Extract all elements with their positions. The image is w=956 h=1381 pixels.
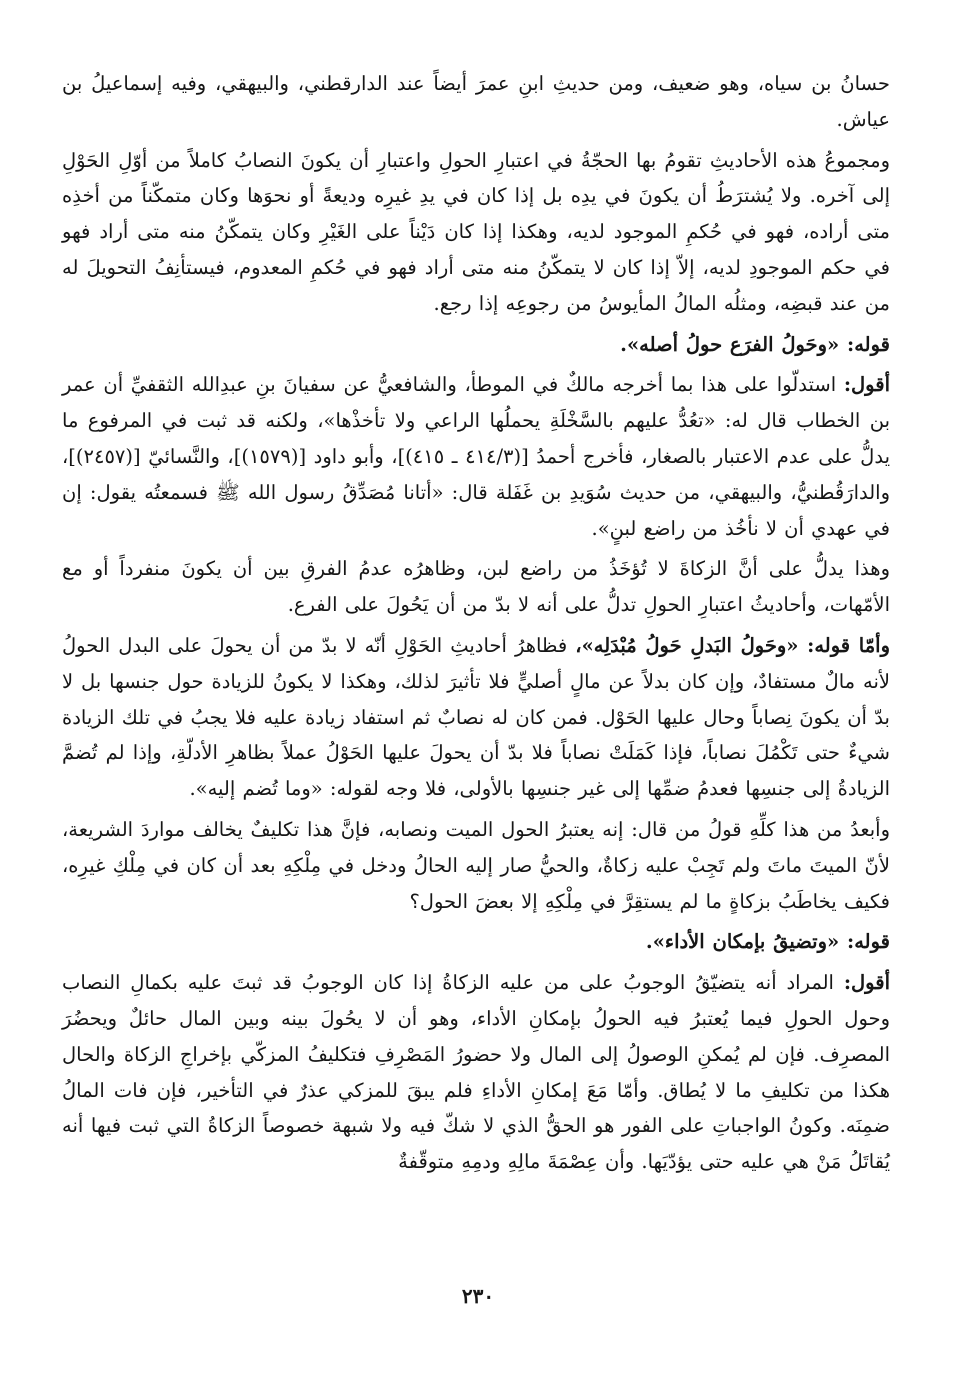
paragraph-aqul-far (62, 367, 890, 546)
paragraph-body: فظاهرُ أحاديثِ الحَوْلِ أنّه لا بدّ من أن يحولَ على البدل الحولُ لأنه مالٌ مستفادٌ، وإن كان بدلاً عن مالٍ أصليٍّ فلا تأثيرَ لذلك، وهكذا لا يكونُ للزيادة حول جنسها بل لا بدّ أن يكونَ نِصاباً وحال عليها الحَوْل. فمن كان له نصابٌ ثم استفاد زيادة عليه فلا يجبُ في تلك الزيادة شيءٌ حتى تَكْمُلَ نصاباً، فإذا كَمَلَتْ نصاباً فلا بدّ أن يحولَ عليها الحَوْلُ عملاً بظاهرِ الأدلّةِ، وإذا لم تُضمَّ الزيادةُ إلى جنسِها فعدمُ ضمِّها إلى غير جنسِها بالأولى، فلا وجه لقوله: «وما تُضم إليه». (62, 633, 890, 801)
quote-heading-far (62, 327, 890, 363)
aqul-label: أقول: (843, 971, 890, 995)
aqul-label: أقول: (843, 373, 890, 397)
paragraph-hawl-conditions: ومجموعُ هذه الأحاديثِ تقومُ بها الحجّةُ في اعتبارِ الحولِ واعتبارِ أن يكونَ النصابُ كاملاً من أوّلِ الحَوْلِ إلى آخره. ولا يُشترَطُ أن يكونَ في يدِه بل إذا كان في يدِ غيرِه وديعةً أو نحوَها وكان متمكّناً من أخذِه متى أراده، فهو في حُكمِ الموجود لديه، وهكذا إذا كان دَيْناً على الغَيْرِ وكان يتمكّنُ منه متى أراد فهو في حكم الموجودِ لديه، إلاّ إذا كان لا يتمكّنُ منه متى أراد فهو في حُكمِ المعدوم، فيستأنِفُ التحويلَ له من عند قبضِه، ومثلُه المالُ المأيوسُ من رجوعِه إذا رجع. (62, 148, 890, 315)
paragraph-body: استدلّوا على هذا بما أخرجه مالكٌ في الموطأ، والشافعيُّ عن سفيانَ بنِ عبدِالله الثقفيِّ أن عمر بن الخطاب قال له: «تعُدُّ عليهم بالسَّخْلَةِ يحملُها الراعي ولا تأخذْها»، ولكنه قد ثبت في المرفوع ما يدلُّ على عدم الاعتبار بالصغار، فأخرج أحمدُ [(٤١٤/٣ ـ ٤١٥)]، وأبو داود [(١٥٧٩)]، والنَّسائيّ [(٢٤٥٧)]، والدارَقُطنيُّ، والبيهقي، من حديث سُوَيدِ بن غَفَلة قال: «أتانا مُصَدِّقُ رسول الله ﷺ فسمعتُه يقول: إن في عهدي أن لا نأخُذ من راضع لبنٍ». (62, 373, 890, 540)
quote-heading-text: قوله: «وحَولُ الفرَع حولُ أصله». (620, 332, 890, 356)
quote-inline-heading: وأمّا قوله: «وحَولُ البَدلِ حَولُ مُبْدَلِه»، (575, 633, 890, 657)
paragraph-body: المراد أنه يتضيّقُ الوجوبُ على من عليه الزكاةُ إذا كان الوجوبُ قد ثبتَ عليه بكمالِ النصاب وحول الحولِ فيما يُعتبرُ فيه الحولُ بإمكانِ الأداء، وهو أن لا يحُولَ بينه وبين المال حائلٌ ويحضُرَ المصرِف. فإن لم يُمكنِ الوصولُ إلى المال ولا حضورُ المَصْرِفِ فتكليفُ المزكّي بإخراجِ الزكاة والحال هكذا من تكليفِ ما لا يُطاق. وأمّا مَعَ إمكانِ الأداءِ فلم يبقَ للمزكي عذرٌ في التأخير، فإن فات المالُ ضمِنَه. وكونُ الواجباتِ على الفور هو الحقُّ الذي لا شكّ فيه ولا شبهة خصوصاً الزكاةُ التي ثبت فيها أنه يُقاتَلُ مَنْ هي عليه حتى يؤدّيَها. وأن عِصْمَةَ مالِهِ ودمِهِ متوقّفةٌ (62, 971, 890, 1174)
quote-heading-ada (62, 924, 890, 960)
page-number: ٢٣٠ (461, 1284, 495, 1308)
paragraph-continuation: حسانُ بن سياه، وهو ضعيف، ومن حديثِ ابنِ عمرَ أيضاً عند الدارقطني، والبيهقي، وفيه إسماعيلُ بن عياش. (62, 72, 890, 131)
quote-heading-text: قوله: «وتضيقُ بإمكان الأداء». (645, 930, 890, 954)
paragraph-mayyit: وأبعدُ من هذا كلِّهِ قولُ من قال: إنه يعتبرُ الحول الميت ونصابه، فإنَّ هذا تكليفٌ يخالف مواردَ الشريعة، لأنّ الميتَ ماتَ ولم تَجِبْ عليه زكاةٌ، والحيُّ صار إليه الحالُ ودخل في مِلْكِهِ بعد أن كان في مِلْكِ غيرِه، فكيف يخاطَبُ بزكاةٍ ما لم يستقِرَّ في مِلْكِهِ إلا بعضَ الحول؟ (62, 817, 890, 913)
paragraph-aqul-ada (62, 965, 890, 1180)
paragraph-badal (62, 628, 890, 807)
paragraph-radi-laban: وهذا يدلُّ على أنَّ الزكاةَ لا تُؤخَذُ من راضع لبن، وظاهرُه عدمُ الفرقِ بين أن يكونَ منفرداً أو مع الأمّهات، وأحاديثُ اعتبارِ الحولِ تدلُّ على أنه لا بدّ من أن يَحُولَ على الفرع. (62, 557, 890, 617)
